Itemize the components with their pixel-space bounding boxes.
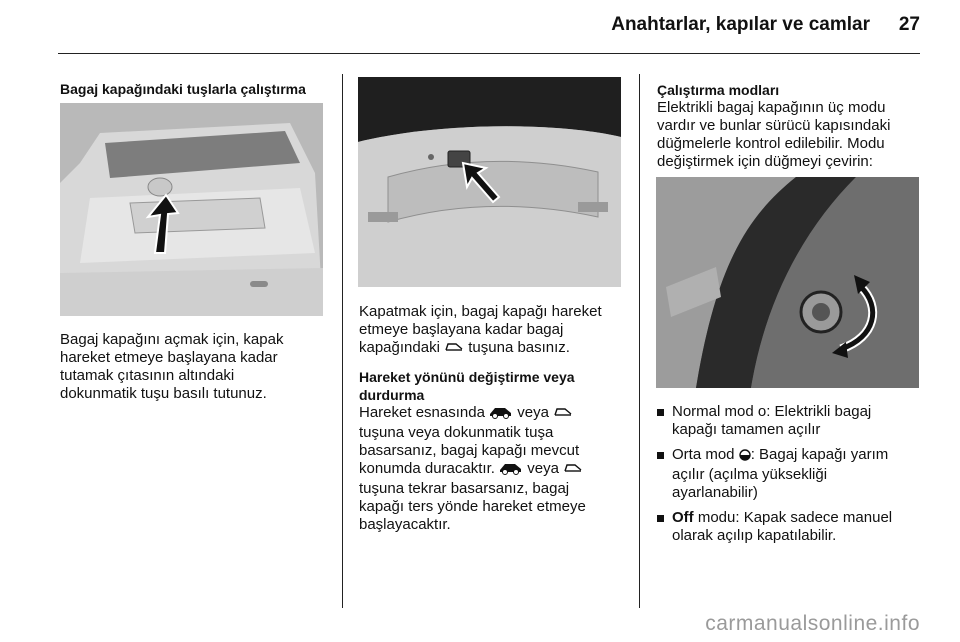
column-divider xyxy=(639,74,640,608)
list-item xyxy=(657,446,932,502)
section-heading: Çalıştırma modları xyxy=(657,82,780,98)
left-body xyxy=(60,331,335,403)
column-middle-text xyxy=(359,303,634,534)
body-text: Orta mod xyxy=(672,446,739,463)
header-rule xyxy=(58,53,920,54)
body-line: düğmelerle kontrol edilebilir. Modu xyxy=(657,135,885,152)
list-item xyxy=(657,403,932,439)
tailgate-button-photo xyxy=(358,77,621,287)
body-line: dokunmatik tuşu basılı tutunuz. xyxy=(60,385,267,402)
body-text: veya xyxy=(513,404,554,421)
door-mode-knob-photo xyxy=(656,177,919,388)
body-text: konumda duracaktır. xyxy=(359,460,500,477)
body-line: tuşuna tekrar basarsanız, bagaj xyxy=(359,480,570,497)
body-text: modu: Kapak sadece manuel xyxy=(693,509,893,526)
body-line: vardır ve bunlar sürücü kapısındaki xyxy=(657,117,891,134)
page-number: 27 xyxy=(898,14,920,35)
body-line xyxy=(672,446,932,466)
body-line: kapağı ters yönde hareket etmeye xyxy=(359,498,586,515)
bullet-icon xyxy=(657,515,664,522)
column-divider xyxy=(342,74,343,608)
body-text-bold: Off xyxy=(672,509,694,526)
tailgate-close-icon xyxy=(563,461,583,480)
tailgate-close-icon xyxy=(553,405,573,424)
section-heading: Bagaj kapağındaki tuşlarla çalıştırma xyxy=(60,81,306,97)
body-text: Hareket esnasında xyxy=(359,404,490,421)
rear-tailgate-photo xyxy=(60,103,323,316)
section-heading: Hareket yönünü değiştirme veya xyxy=(359,369,575,385)
body-line: Elektrikli bagaj kapağının üç modu xyxy=(657,99,886,116)
watermark: carmanualsonline.info xyxy=(705,612,920,635)
section-heading: durdurma xyxy=(359,387,425,403)
page-header-title: Anahtarlar, kapılar ve camlar xyxy=(611,14,870,35)
body-line: hareket etmeye başlayana kadar xyxy=(60,349,278,366)
body-line: Bagaj kapağını açmak için, kapak xyxy=(60,331,284,348)
half-moon-icon xyxy=(739,448,751,466)
body-line: basarsanız, bagaj kapağı mevcut xyxy=(359,442,580,459)
car-key-icon xyxy=(499,461,523,480)
body-line: tutamak çıtasının altındaki xyxy=(60,367,235,384)
body-line: Kapatmak için, bagaj kapağı hareket xyxy=(359,303,602,320)
body-line: değiştirmek için düğmeyi çevirin: xyxy=(657,153,873,170)
body-line: etmeye başlayana kadar bagaj xyxy=(359,321,564,338)
body-line: ayarlanabilir) xyxy=(672,484,758,501)
body-line: başlayacaktır. xyxy=(359,516,451,533)
body-line xyxy=(359,404,634,424)
body-text: kapağındaki xyxy=(359,339,445,356)
bullet-icon xyxy=(657,452,664,459)
body-line: tuşuna veya dokunmatik tuşa xyxy=(359,424,554,441)
body-text: veya xyxy=(523,460,564,477)
car-key-icon xyxy=(489,405,513,424)
mode-list xyxy=(657,396,932,545)
tailgate-close-icon xyxy=(444,340,464,359)
list-item xyxy=(657,509,932,545)
body-line: olarak açılıp kapatılabilir. xyxy=(672,527,837,544)
body-line: açılır (açılma yüksekliği xyxy=(672,466,828,483)
column-left xyxy=(60,80,330,98)
body-line: kapağı tamamen açılır xyxy=(672,421,821,438)
body-line xyxy=(359,460,634,480)
body-line xyxy=(672,509,932,527)
body-line xyxy=(359,339,634,359)
body-line: Normal mod o: Elektrikli bagaj xyxy=(672,403,872,420)
bullet-icon xyxy=(657,409,664,416)
body-text: tuşuna basınız. xyxy=(464,339,570,356)
body-text: : Bagaj kapağı yarım xyxy=(750,446,889,463)
column-right-intro xyxy=(657,81,927,171)
